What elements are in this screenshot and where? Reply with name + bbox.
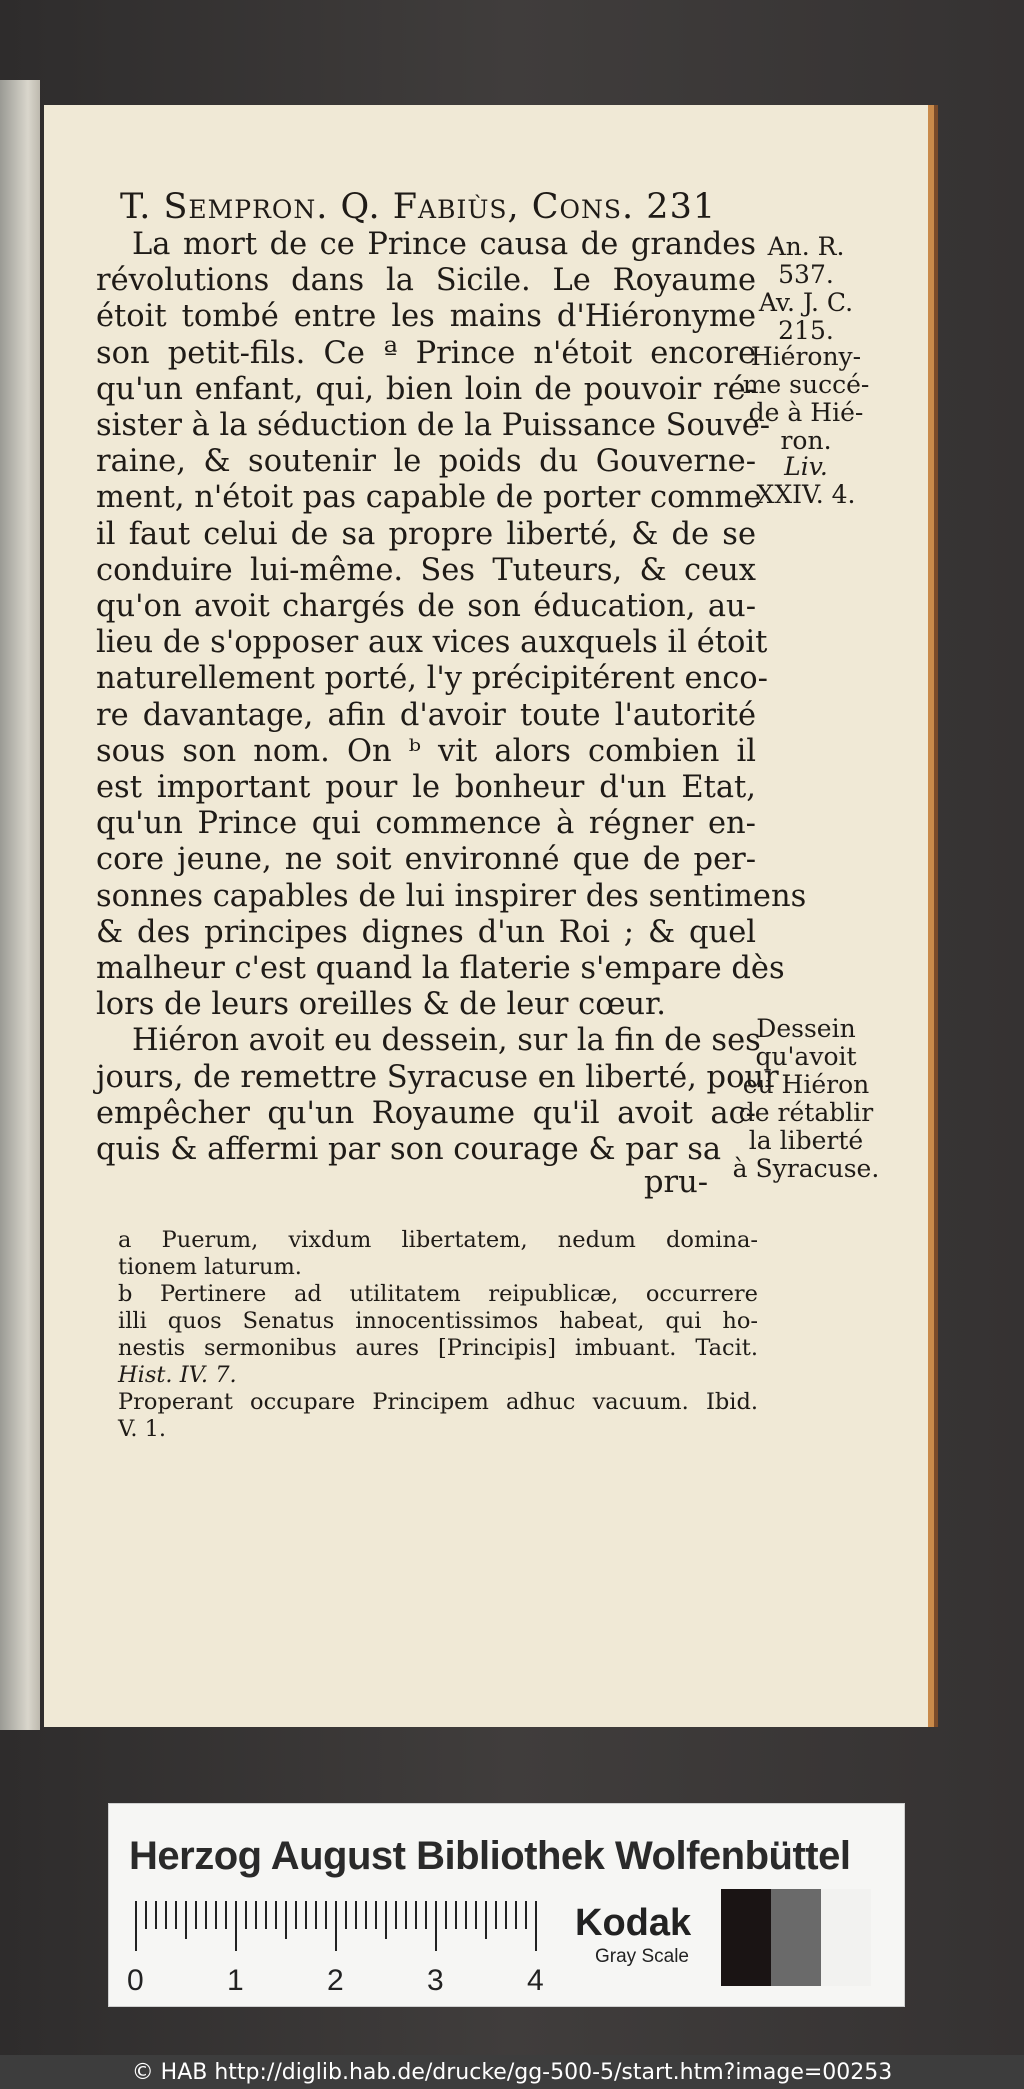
text-line: sonnes capables de lui inspirer des sentimens (96, 878, 807, 914)
ruler-tick (135, 1901, 137, 1951)
text-line: sous son nom. On ᵇ vit alors combien il (96, 733, 756, 769)
ruler-tick (485, 1901, 487, 1939)
text-line: qu'un Prince qui commence à régner en- (96, 806, 756, 842)
ruler-tick (175, 1901, 177, 1929)
ruler-tick (425, 1901, 427, 1929)
text-line: sister à la séduction de la Puissance Souve- (96, 408, 771, 444)
ruler-tick (345, 1901, 347, 1929)
margin-note-line: de rétablir (738, 1098, 874, 1127)
catchword: pru- (644, 1165, 709, 1200)
ruler-tick (435, 1901, 437, 1951)
ruler-tick (285, 1901, 287, 1939)
margin-note-line: qu'avoit (755, 1042, 857, 1071)
ruler-tick (275, 1901, 277, 1929)
margin-note-line: me succé- (742, 370, 870, 399)
text-line: conduire lui-même. Ses Tuteurs, & ceux (96, 552, 756, 588)
ruler-tick (155, 1901, 157, 1929)
ruler-tick (145, 1901, 147, 1929)
margin-note-line: la liberté (748, 1126, 864, 1155)
footnote-line: Hist. IV. 7. (118, 1362, 237, 1388)
scale-ruler (135, 1901, 555, 1951)
ruler-tick (525, 1901, 527, 1929)
ruler-tick (515, 1901, 517, 1929)
margin-note-liv (716, 453, 896, 509)
text-line: core jeune, ne soit environné que de per- (96, 842, 756, 878)
margin-note-line: eu Hiéron (742, 1070, 870, 1099)
text-line: étoit tombé entre les mains d'Hiéronyme (96, 299, 756, 335)
swatch-gray (771, 1889, 821, 1986)
gray-scale-label: Gray Scale (595, 1946, 689, 1967)
text-line: Hiéron avoit eu dessein, sur la fin de ses (132, 1023, 761, 1059)
ruler-tick (255, 1901, 257, 1929)
text-line: lors de leurs oreilles & de leur cœur. (96, 987, 666, 1023)
margin-note-dessein (716, 1015, 896, 1183)
text-line: malheur c'est quand la flaterie s'empare dès (96, 951, 785, 987)
ruler-tick (395, 1901, 397, 1929)
text-line: naturellement porté, l'y précipitérent enco- (96, 661, 768, 697)
text-line: re davantage, afin d'avoir toute l'autorité (96, 697, 756, 733)
previous-page-edge (0, 80, 40, 1730)
ruler-tick (245, 1901, 247, 1929)
text-line: révolutions dans la Sicile. Le Royaume (96, 263, 756, 299)
ruler-tick (415, 1901, 417, 1929)
margin-note-year (716, 233, 896, 345)
footnote-line: b Pertinere ad utilitatem reipublicæ, occurrere (118, 1281, 758, 1307)
margin-note-line: de à Hié- (748, 398, 864, 427)
library-name: Herzog August Bibliothek Wolfenbüttel (129, 1834, 851, 1878)
kodak-logo: Kodak (575, 1902, 692, 1944)
margin-note-line: à Syracuse. (732, 1154, 880, 1183)
text-line: qu'on avoit chargés de son éducation, au- (96, 589, 756, 625)
margin-note-line: Liv. (784, 452, 828, 481)
ruler-tick (375, 1901, 377, 1929)
ruler-label: 3 (427, 1964, 444, 1997)
text-line: ment, n'étoit pas capable de porter comme (96, 480, 762, 516)
ruler-tick (165, 1901, 167, 1929)
ruler-tick (505, 1901, 507, 1929)
ruler-tick (215, 1901, 217, 1929)
ruler-tick (185, 1901, 187, 1939)
footnote-line: V. 1. (118, 1416, 167, 1442)
ruler-tick (315, 1901, 317, 1929)
swatch-black (721, 1889, 771, 1986)
footnotes (118, 1227, 758, 1443)
ruler-label: 1 (227, 1964, 244, 1997)
text-line: raine, & soutenir le poids du Gouverne- (96, 444, 756, 480)
book-page (44, 105, 928, 1727)
footnote-line: Properant occupare Principem adhuc vacuum. Ibid. (118, 1389, 758, 1415)
text-line: La mort de ce Prince causa de grandes (132, 227, 756, 262)
text-line: jours, de remettre Syracuse en liberté, pour (96, 1059, 779, 1095)
margin-note-line: Av. J. C. (758, 288, 854, 317)
text-line: & des principes dignes d'un Roi ; & quel (96, 914, 756, 950)
margin-note-line: ron. (780, 426, 832, 455)
swatch-white (821, 1889, 871, 1986)
ruler-tick (295, 1901, 297, 1929)
ruler-label: 4 (527, 1964, 544, 1997)
text-line: est important pour le bonheur d'un Etat, (96, 770, 756, 806)
ruler-label: 0 (127, 1964, 144, 1997)
margin-note-line: 215. (778, 316, 834, 345)
calibration-card (108, 1803, 905, 2007)
text-line: il faut celui de sa propre liberté, & de se (96, 516, 756, 552)
ruler-tick (495, 1901, 497, 1929)
footnote-line: nestis sermonibus aures [Principis] imbuant. Tacit. (118, 1335, 758, 1361)
ruler-tick (235, 1901, 237, 1951)
ruler-label: 2 (327, 1964, 344, 1997)
text-line: lieu de s'opposer aux vices auxquels il étoit (96, 625, 768, 661)
margin-note-line: Dessein (756, 1014, 856, 1043)
margin-note-line: 537. (778, 260, 834, 289)
ruler-tick (355, 1901, 357, 1929)
margin-note-line: XXIV. 4. (756, 480, 856, 509)
footnote-line: a Puerum, vixdum libertatem, nedum domina- (118, 1227, 758, 1253)
running-head: T. Sempron. Q. Fabiùs, Cons. 231 (120, 187, 717, 227)
ruler-tick (225, 1901, 227, 1929)
ruler-tick (465, 1901, 467, 1929)
ruler-tick (385, 1901, 387, 1939)
text-line: quis & affermi par son courage & par sa (96, 1132, 722, 1168)
ruler-tick (205, 1901, 207, 1929)
footnote-line: illi quos Senatus innocentissimos habeat, qui ho- (118, 1308, 758, 1334)
text-line: qu'un enfant, qui, bien loin de pouvoir ré- (96, 371, 756, 407)
margin-note-line: Hiérony- (750, 342, 862, 371)
copyright-footer: © HAB http://diglib.hab.de/drucke/gg-500-5/start.htm?image=00253 (0, 2055, 1024, 2089)
ruler-tick (335, 1901, 337, 1951)
ruler-tick (305, 1901, 307, 1929)
ruler-tick (535, 1901, 537, 1951)
ruler-tick (455, 1901, 457, 1929)
footnote-line: tionem laturum. (118, 1254, 302, 1280)
text-line: empêcher qu'un Royaume qu'il avoit ac- (96, 1095, 756, 1131)
ruler-tick (405, 1901, 407, 1929)
ruler-tick (325, 1901, 327, 1929)
ruler-tick (365, 1901, 367, 1929)
ruler-tick (445, 1901, 447, 1929)
ruler-tick (195, 1901, 197, 1929)
margin-note-hieronyme (716, 343, 896, 455)
ruler-tick (475, 1901, 477, 1929)
ruler-tick (265, 1901, 267, 1929)
margin-note-line: An. R. (767, 232, 845, 261)
text-line: son petit-fils. Ce ª Prince n'étoit encore (96, 335, 756, 371)
